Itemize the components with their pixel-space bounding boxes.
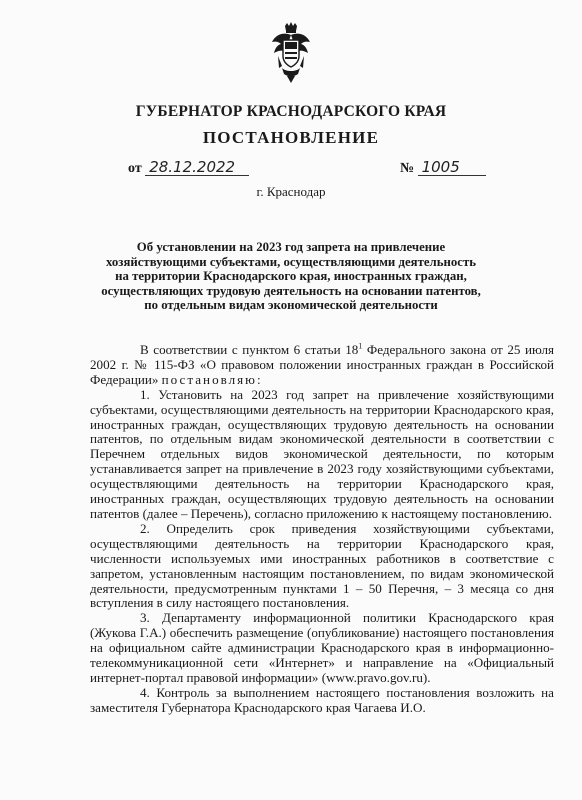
resolve-word: постановляю: bbox=[161, 371, 263, 387]
number-value: 1005 bbox=[418, 160, 486, 176]
krasnodar-coat-of-arms-icon bbox=[270, 22, 312, 84]
authority-title: ГУБЕРНАТОР КРАСНОДАРСКОГО КРАЯ bbox=[135, 103, 447, 120]
subject-line: на территории Краснодарского края, иностранных граждан, bbox=[115, 269, 467, 284]
date-line bbox=[128, 160, 249, 177]
preamble-superscript: 1 bbox=[358, 341, 363, 351]
number-line bbox=[400, 160, 486, 177]
preamble-paragraph bbox=[90, 343, 554, 388]
document-type-title: ПОСТАНОВЛЕНИЕ bbox=[202, 128, 380, 147]
paragraph-4: 4. Контроль за выполнением настоящего постановления возложить на заместителя Губернатора Краснодарского края Чагаева И.О. bbox=[90, 684, 554, 715]
paragraph-2: 2. Определить срок приведения хозяйствующими субъектами, осуществляющими деятельность на территории Краснодарского края, численности используемых ими иностранных работников в соответствие с запретом, установленным настоящим постановлением, по видам экономической деятельности, предусмотренным пунктами 1 – 50 Перечня, – 3 месяца со дня вступления в силу настоящего постановления. bbox=[90, 520, 554, 611]
document-body bbox=[90, 343, 554, 716]
preamble-text-a: В соответствии с пунктом 6 статьи 18 bbox=[140, 342, 359, 357]
document-subject bbox=[100, 240, 482, 313]
number-prefix: № bbox=[400, 161, 415, 176]
date-prefix: от bbox=[128, 161, 142, 176]
date-value: 28.12.2022 bbox=[145, 160, 249, 176]
paragraph-1: 1. Установить на 2023 год запрет на привлечение хозяйствующими субъектами, осуществляющими деятельность на территории Краснодарского края, иностранных граждан, осуществляющих трудовую деятельность на основании патентов, по отдельным видам экономической деятельности в соответствии с Перечнем отдельных видов экономической деятельности, по которым устанавливается запрет на привлечение в 2023 году хозяйствующими субъектами, осуществляющими деятельность на территории Краснодарского края, иностранных граждан, осуществляющих трудовую деятельность на основании патентов (далее – Перечень), согласно приложению к настоящему постановлению. bbox=[90, 386, 554, 521]
city-label: г. Краснодар bbox=[256, 184, 326, 199]
subject-line: хозяйствующими субъектами, осуществляющими деятельность bbox=[106, 254, 476, 269]
subject-line: осуществляющих трудовую деятельность на основании патентов, bbox=[101, 283, 481, 298]
subject-line: Об установлении на 2023 год запрета на привлечение bbox=[136, 240, 446, 254]
paragraph-3: 3. Департаменту информационной политики Краснодарского края (Жукова Г.А.) обеспечить размещение (опубликование) настоящего постановления на официальном сайте администрации Краснодарского края в информационно-телекоммуникационной сети «Интернет» и направление на «Официальный интернет-портал правовой информации» (www.pravo.gov.ru). bbox=[90, 610, 554, 685]
subject-line: по отдельным видам экономической деятельности bbox=[144, 298, 438, 313]
preamble-text-b: Федерального закона от 25 июля 2002 г. № 115-ФЗ «О правовом положении иностранных граждан в Российской Федерации» bbox=[90, 342, 554, 387]
